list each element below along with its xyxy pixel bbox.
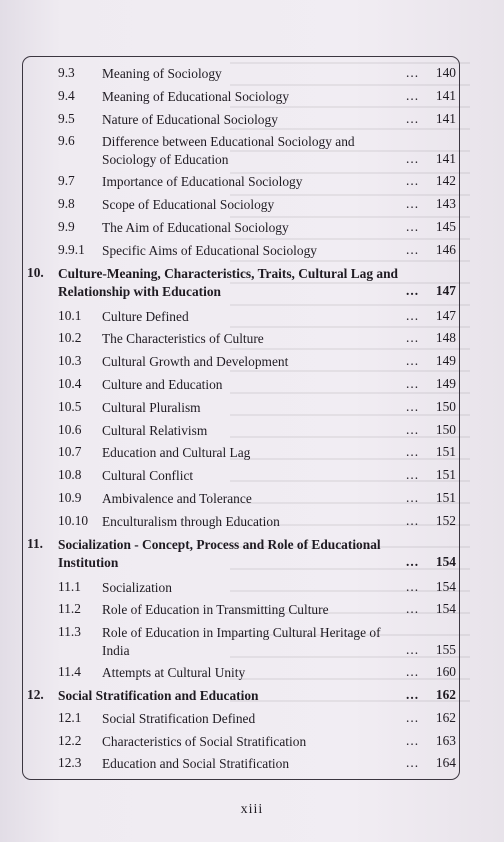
toc-entry xyxy=(0,661,504,684)
entry-title: Cultural Relativism xyxy=(102,422,208,438)
entry-title: Characteristics of Social Stratification xyxy=(102,733,307,749)
entry-page: 148 xyxy=(435,330,456,346)
toc-entry xyxy=(0,239,504,262)
toc-chapter xyxy=(0,262,504,305)
toc-entry xyxy=(0,193,504,216)
entry-number: 10.10 xyxy=(58,512,89,528)
entry-title: Difference between Educational Sociology and Sociology of Education xyxy=(102,134,355,168)
toc-entry xyxy=(0,752,504,775)
toc-entry xyxy=(0,170,504,193)
entry-leader: ... xyxy=(406,664,420,680)
entry-title: The Aim of Educational Sociology xyxy=(102,219,289,235)
toc-entry xyxy=(0,327,504,350)
entry-page: 160 xyxy=(435,664,456,680)
entry-leader: ... xyxy=(406,686,420,702)
entry-leader: ... xyxy=(406,512,420,528)
entry-page: 150 xyxy=(435,398,456,414)
entry-title: Specific Aims of Educational Sociology xyxy=(102,242,317,258)
entry-page: 147 xyxy=(435,307,456,323)
toc-entry xyxy=(0,85,504,108)
toc-entry xyxy=(0,396,504,419)
table-of-contents xyxy=(0,62,504,775)
entry-page: 141 xyxy=(435,87,456,103)
entry-leader: ... xyxy=(406,282,420,298)
entry-leader: ... xyxy=(406,578,420,594)
entry-number: 9.7 xyxy=(58,173,75,189)
entry-leader: ... xyxy=(406,87,420,103)
entry-title: Culture Defined xyxy=(102,308,189,324)
entry-leader: ... xyxy=(406,421,420,437)
toc-entry xyxy=(0,108,504,131)
toc-entry xyxy=(0,62,504,85)
toc-entry xyxy=(0,730,504,753)
toc-entry xyxy=(0,441,504,464)
entry-page: 149 xyxy=(435,353,456,369)
entry-page: 152 xyxy=(435,512,456,528)
toc-entry xyxy=(0,621,504,661)
chapter-title: Socialization - Concept, Process and Role of Educational Institution xyxy=(58,536,381,570)
toc-entry xyxy=(0,216,504,239)
entry-page: 154 xyxy=(435,601,456,617)
entry-number: 10.1 xyxy=(58,307,82,323)
chapter-title: Social Stratification and Education xyxy=(58,687,259,703)
toc-chapter xyxy=(0,684,504,707)
entry-number: 10.5 xyxy=(58,398,82,414)
entry-leader: ... xyxy=(406,151,420,167)
entry-number: 10.2 xyxy=(58,330,82,346)
entry-title: Meaning of Educational Sociology xyxy=(102,88,290,104)
entry-leader: ... xyxy=(406,241,420,257)
entry-page: 145 xyxy=(435,218,456,234)
entry-number: 9.4 xyxy=(58,87,75,103)
entry-leader: ... xyxy=(406,553,420,569)
entry-number: 10.3 xyxy=(58,353,82,369)
entry-number: 9.5 xyxy=(58,110,75,126)
entry-number: 10.4 xyxy=(58,375,82,391)
entry-leader: ... xyxy=(406,444,420,460)
entry-number: 12.1 xyxy=(58,709,82,725)
entry-title: Cultural Conflict xyxy=(102,468,194,484)
entry-page: 150 xyxy=(435,421,456,437)
entry-number: 12.3 xyxy=(58,755,82,771)
entry-number: 11.4 xyxy=(58,664,81,680)
entry-page: 164 xyxy=(435,755,456,771)
entry-page: 149 xyxy=(435,375,456,391)
entry-number: 9.9.1 xyxy=(58,241,85,257)
entry-page: 155 xyxy=(435,642,456,658)
toc-entry xyxy=(0,373,504,396)
entry-page: 143 xyxy=(435,196,456,212)
entry-title: Ambivalence and Tolerance xyxy=(102,490,252,506)
page-number: xiii xyxy=(240,802,264,817)
entry-leader: ... xyxy=(406,601,420,617)
entry-number: 10.8 xyxy=(58,467,82,483)
entry-title: Meaning of Sociology xyxy=(102,66,222,81)
entry-title: Education and Social Stratification xyxy=(102,756,290,772)
entry-number: 10.7 xyxy=(58,444,82,460)
entry-page: 151 xyxy=(435,444,456,460)
entry-number: 11.2 xyxy=(58,601,81,617)
entry-leader: ... xyxy=(406,755,420,771)
entry-title: Role of Education in Transmitting Culture xyxy=(102,602,329,618)
entry-number: 11.1 xyxy=(58,578,81,594)
entry-page: 154 xyxy=(435,578,456,594)
toc-entry xyxy=(0,305,504,328)
entry-leader: ... xyxy=(406,65,420,80)
entry-number: 9.6 xyxy=(58,133,75,149)
toc-entry xyxy=(0,419,504,442)
entry-leader: ... xyxy=(406,375,420,391)
entry-title: Role of Education in Imparting Cultural Heritage of India xyxy=(102,625,381,659)
entry-leader: ... xyxy=(406,353,420,369)
entry-page: 151 xyxy=(435,467,456,483)
chapter-number: 10. xyxy=(27,264,44,280)
entry-number: 11.3 xyxy=(58,624,81,640)
entry-title: Culture and Education xyxy=(102,376,223,392)
toc-entry xyxy=(0,598,504,621)
entry-leader: ... xyxy=(406,307,420,323)
entry-title: Enculturalism through Education xyxy=(102,513,280,529)
entry-leader: ... xyxy=(406,732,420,748)
chapter-page: 147 xyxy=(435,282,456,298)
entry-leader: ... xyxy=(406,330,420,346)
entry-title: Cultural Pluralism xyxy=(102,399,201,415)
toc-entry xyxy=(0,130,504,170)
entry-page: 162 xyxy=(435,709,456,725)
entry-number: 9.8 xyxy=(58,196,75,212)
chapter-number: 11. xyxy=(27,535,43,551)
entry-title: Social Stratification Defined xyxy=(102,710,256,726)
entry-number: 10.9 xyxy=(58,489,82,505)
entry-leader: ... xyxy=(406,398,420,414)
toc-entry xyxy=(0,487,504,510)
entry-leader: ... xyxy=(406,218,420,234)
toc-entry xyxy=(0,464,504,487)
chapter-number: 12. xyxy=(27,686,44,702)
entry-page: 146 xyxy=(435,241,456,257)
chapter-page: 154 xyxy=(435,553,456,569)
entry-title: Socialization xyxy=(102,579,172,595)
chapter-title: Culture-Meaning, Characteristics, Traits, Cultural Lag and Relationship with Education xyxy=(58,265,398,299)
entry-number: 10.6 xyxy=(58,421,82,437)
entry-page: 142 xyxy=(435,173,456,189)
toc-entry xyxy=(0,707,504,730)
entry-title: Importance of Educational Sociology xyxy=(102,174,303,190)
entry-leader: ... xyxy=(406,196,420,212)
entry-title: Attempts at Cultural Unity xyxy=(102,665,246,681)
entry-page: 151 xyxy=(435,489,456,505)
toc-entry xyxy=(0,350,504,373)
entry-leader: ... xyxy=(406,642,420,658)
entry-leader: ... xyxy=(406,489,420,505)
toc-chapter xyxy=(0,533,504,576)
entry-leader: ... xyxy=(406,709,420,725)
entry-page: 141 xyxy=(435,110,456,126)
entry-leader: ... xyxy=(406,110,420,126)
entry-number: 9.3 xyxy=(58,65,75,80)
toc-entry xyxy=(0,576,504,599)
entry-number: 9.9 xyxy=(58,218,75,234)
entry-number: 12.2 xyxy=(58,732,82,748)
entry-title: Scope of Educational Sociology xyxy=(102,197,275,213)
chapter-page: 162 xyxy=(435,686,456,702)
entry-page: 163 xyxy=(435,732,456,748)
entry-title: Nature of Educational Sociology xyxy=(102,111,278,127)
entry-leader: ... xyxy=(406,173,420,189)
entry-title: Education and Cultural Lag xyxy=(102,445,251,461)
entry-page: 140 xyxy=(435,65,456,80)
entry-title: The Characteristics of Culture xyxy=(102,331,264,347)
entry-title: Cultural Growth and Development xyxy=(102,354,289,370)
entry-leader: ... xyxy=(406,467,420,483)
entry-page: 141 xyxy=(435,151,456,167)
toc-entry xyxy=(0,510,504,533)
